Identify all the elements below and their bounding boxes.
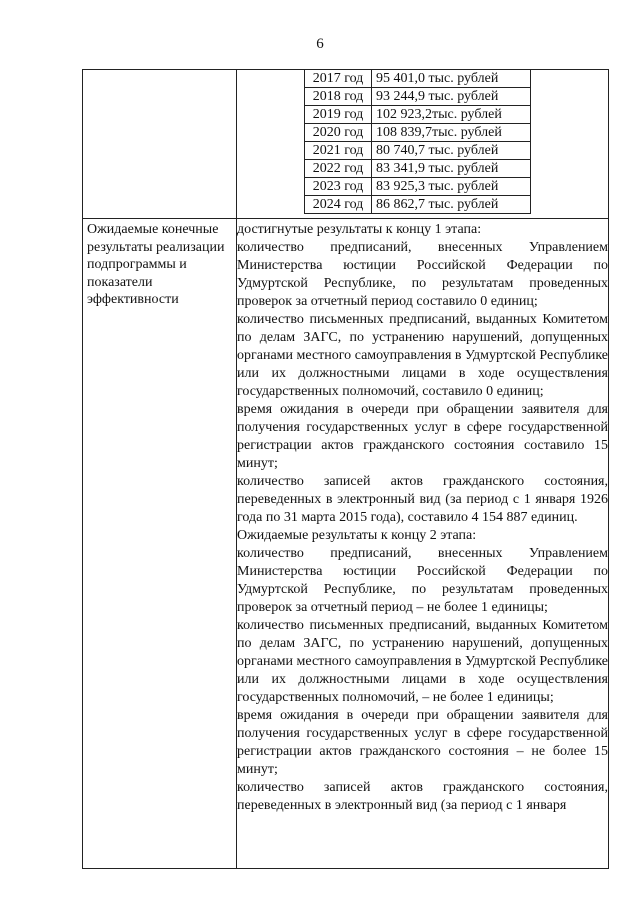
stage2-item: количество письменных предписаний, выданных Комитетом по делам ЗАГС, по устранению нарушений, допущенных органами местного самоуправления в Удмуртской Республике или их должностными лицами в ходе осуществления государственных полномочий, – не более 1 единицы;	[237, 618, 608, 705]
funding-year-row	[305, 160, 531, 178]
funding-year-row	[305, 196, 531, 214]
funding-row	[83, 70, 609, 219]
results-label-cell	[83, 219, 237, 869]
funding-year: 2019 год	[305, 106, 372, 124]
page-number: 6	[316, 36, 324, 52]
funding-year: 2024 год	[305, 196, 372, 214]
funding-year: 2017 год	[305, 70, 372, 88]
funding-year-row	[305, 106, 531, 124]
stage1-item: количество записей актов гражданского состояния, переведенных в электронный вид (за период с 1 января 1926 года по 31 марта 2015 года), составило 4 154 887 единиц.	[237, 474, 608, 525]
funding-year: 2020 год	[305, 124, 372, 142]
funding-amount: 93 244,9 тыс. рублей	[372, 88, 531, 106]
results-row	[83, 219, 609, 869]
funding-year-row	[305, 70, 531, 88]
program-passport-table	[82, 69, 609, 869]
stage1-item: время ожидания в очереди при обращении заявителя для получения государственных услуг в сфере государственной регистрации актов гражданского состояния составило 15 минут;	[237, 402, 608, 471]
funding-amount: 80 740,7 тыс. рублей	[372, 142, 531, 160]
stage2-item: количество записей актов гражданского состояния, переведенных в электронный вид (за период с 1 января	[237, 780, 608, 813]
funding-content-cell	[237, 70, 609, 219]
funding-amount: 108 839,7тыс. рублей	[372, 124, 531, 142]
funding-by-year-table	[304, 69, 531, 214]
funding-year: 2022 год	[305, 160, 372, 178]
stage1-item: количество письменных предписаний, выданных Комитетом по делам ЗАГС, по устранению нарушений, допущенных органами местного самоуправления в Удмуртской Республике или их должностными лицами в ходе осуществления государственных полномочий, составило 0 единиц;	[237, 312, 608, 399]
funding-amount: 83 341,9 тыс. рублей	[372, 160, 531, 178]
funding-year: 2018 год	[305, 88, 372, 106]
funding-amount: 86 862,7 тыс. рублей	[372, 196, 531, 214]
funding-year: 2021 год	[305, 142, 372, 160]
funding-amount: 95 401,0 тыс. рублей	[372, 70, 531, 88]
funding-wrap	[237, 70, 608, 218]
stage2-item: количество предписаний, внесенных Управлением Министерства юстиции Российской Федерации по Удмуртской Республике, по результатам проведенных проверок за отчетный период – не более 1 единицы;	[237, 546, 608, 615]
stage2-heading: Ожидаемые результаты к концу 2 этапа:	[237, 528, 477, 543]
funding-amount: 102 923,2тыс. рублей	[372, 106, 531, 124]
results-content-cell	[237, 219, 609, 869]
funding-year-row	[305, 124, 531, 142]
funding-year: 2023 год	[305, 178, 372, 196]
funding-label-cell	[83, 70, 237, 219]
funding-year-row	[305, 88, 531, 106]
results-label: Ожидаемые конечные результаты реализации подпрограммы и показатели эффективности	[87, 222, 225, 307]
funding-year-row	[305, 178, 531, 196]
results-block	[237, 219, 608, 815]
stage1-item: количество предписаний, внесенных Управлением Министерства юстиции Российской Федерации по Удмуртской Республике, по результатам проведенных проверок за отчетный период составило 0 единиц;	[237, 240, 608, 309]
stage1-heading: достигнутые результаты к концу 1 этапа:	[237, 222, 482, 237]
stage2-item: время ожидания в очереди при обращении заявителя для получения государственных услуг в сфере государственной регистрации актов гражданского состояния – не более 15 минут;	[237, 708, 608, 777]
funding-amount: 83 925,3 тыс. рублей	[372, 178, 531, 196]
funding-year-row	[305, 142, 531, 160]
